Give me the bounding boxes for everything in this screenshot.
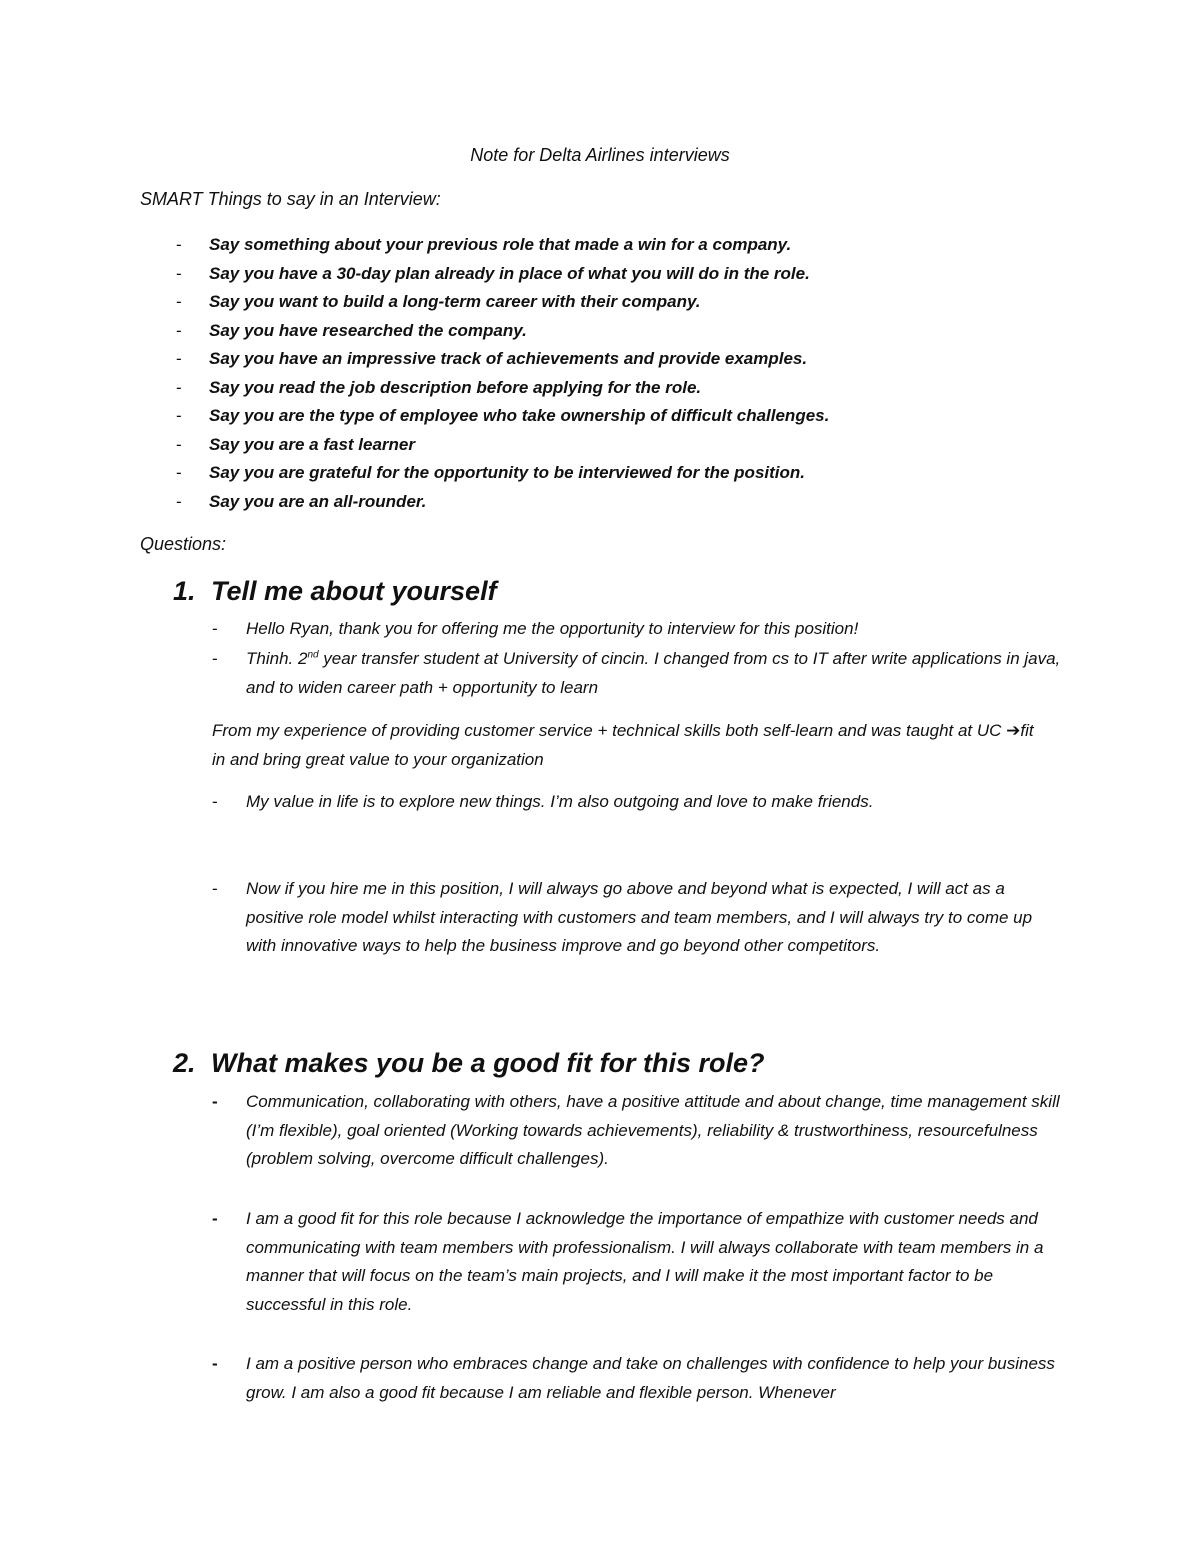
bullet-dash: -: [176, 463, 182, 482]
answer-item: [212, 645, 1066, 702]
question-2-heading: [173, 1048, 765, 1079]
question-1-heading: [173, 576, 497, 607]
question-number: 2.: [173, 1048, 196, 1078]
answer-text-pre: Thinh. 2: [246, 649, 308, 668]
list-item: [140, 488, 829, 517]
question-number: 1.: [173, 576, 196, 606]
list-item: [140, 459, 829, 488]
list-item-text: Say you have researched the company.: [209, 320, 527, 340]
arrow-icon: ➔: [1006, 721, 1021, 740]
document-title: Note for Delta Airlines interviews: [470, 145, 730, 165]
list-item: [140, 431, 829, 460]
bullet-dash: -: [212, 619, 218, 638]
list-item-text: Say something about your previous role that made a win for a company.: [209, 235, 792, 254]
answer-item: [212, 875, 1066, 961]
bullet-dash: -: [176, 491, 182, 511]
bullet-dash: -: [176, 263, 182, 283]
list-item-text: Say you read the job description before applying for the role.: [209, 377, 702, 397]
list-item-text: Say you are the type of employee who take ownership of difficult challenges.: [209, 406, 830, 425]
answer-item: [212, 1088, 1066, 1174]
bullet-dash: -: [212, 879, 218, 898]
bullet-dash: -: [176, 434, 182, 454]
list-item-text: Say you are grateful for the opportunity to be interviewed for the position.: [209, 463, 805, 482]
list-item-text: Say you have an impressive track of achievements and provide examples.: [209, 349, 808, 368]
answer-text: My value in life is to explore new things. I’m also outgoing and love to make friends.: [246, 792, 874, 811]
answer-text: Now if you hire me in this position, I will always go above and beyond what is expected, I will act as a positive role model whilst interacting with customers and team members, and I will always try to come up with innovative ways to help the business improve and go beyond other competitors.: [246, 879, 1033, 955]
answer-text: I am a good fit for this role because I acknowledge the importance of empathize with customer needs and communicating with team members with professionalism. I will always collaborate with team members in a manner that will focus on the team’s main projects, and I will make it the most important factor to be successful in this role.: [246, 1209, 1044, 1314]
question-text: What makes you be a good fit for this role?: [211, 1048, 765, 1078]
bullet-dash: -: [176, 320, 182, 340]
list-item: [140, 374, 829, 403]
list-item-text: Say you want to build a long-term career with their company.: [209, 292, 701, 311]
answer-text-post: year transfer student at University of cincin. I changed from cs to IT after write applications in java, and to widen career path + opportunity to learn: [246, 649, 1061, 697]
paragraph-text-post: fit in and bring great value to your organization: [212, 721, 1034, 769]
answer-item: [212, 1205, 1066, 1319]
smart-list: [140, 231, 829, 516]
paragraph: [212, 717, 1042, 774]
bullet-dash: -: [212, 792, 218, 811]
bullet-dash: -: [176, 235, 182, 254]
bullet-dash: -: [176, 292, 182, 311]
answer-item: [212, 1350, 1066, 1407]
bullet-dash: -: [212, 1209, 218, 1228]
answer-item: [212, 788, 1066, 817]
bullet-dash: -: [212, 1092, 218, 1111]
smart-heading: SMART Things to say in an Interview:: [140, 189, 441, 209]
bullet-dash: -: [176, 349, 182, 368]
paragraph-text-pre: From my experience of providing customer service + technical skills both self-learn and was taught at UC: [212, 721, 1007, 740]
list-item: [140, 317, 829, 346]
ordinal-suffix: nd: [307, 649, 319, 661]
bullet-dash: -: [212, 1354, 218, 1373]
list-item-text: Say you have a 30-day plan already in place of what you will do in the role.: [209, 263, 810, 283]
list-item-text: Say you are an all-rounder.: [209, 491, 427, 511]
bullet-dash: -: [176, 377, 182, 397]
questions-label: Questions:: [140, 534, 227, 554]
list-item: [140, 260, 829, 289]
list-item: [140, 345, 829, 374]
bullet-dash: -: [212, 649, 218, 668]
answer-text: Communication, collaborating with others, have a positive attitude and about change, time management skill (I’m flexible), goal oriented (Working towards achievements), reliability & trustworthiness, resourcefulness (problem solving, overcome difficult challenges).: [246, 1092, 1060, 1168]
list-item-text: Say you are a fast learner: [209, 434, 416, 454]
answer-item: [212, 615, 1066, 644]
bullet-dash: -: [176, 406, 182, 425]
list-item: [140, 288, 829, 317]
answer-text: Hello Ryan, thank you for offering me the opportunity to interview for this position!: [246, 619, 859, 638]
list-item: [140, 402, 829, 431]
list-item: [140, 231, 829, 260]
answer-text: I am a positive person who embraces change and take on challenges with confidence to help your business grow. I am also a good fit because I am reliable and flexible person. Whenever: [246, 1354, 1055, 1402]
question-text: Tell me about yourself: [211, 576, 497, 606]
